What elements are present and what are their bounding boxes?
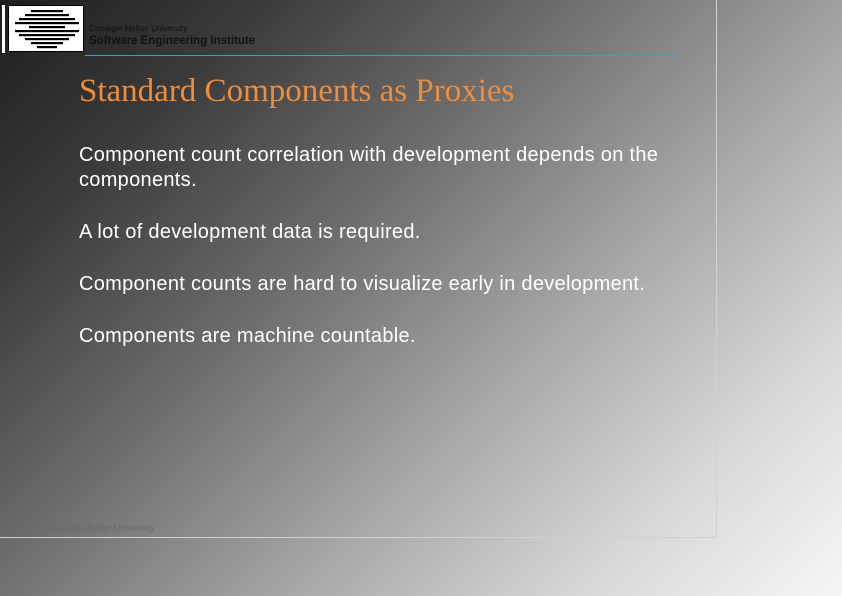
left-accent-bar [2, 5, 5, 53]
slide-title: Standard Components as Proxies [79, 73, 515, 109]
sei-logo [8, 5, 84, 52]
sei-logo-icon [9, 6, 84, 52]
bullet-list [79, 143, 679, 376]
bullet-item: Component counts are hard to visualize early in development. [79, 273, 646, 295]
university-name: Carnegie Mellon University [89, 24, 188, 33]
institute-name: Software Engineering Institute [89, 35, 256, 47]
bullet-item: Components are machine countable. [79, 325, 416, 347]
header-divider [85, 55, 682, 56]
bullet-item: Component count correlation with development depends on the components. [79, 144, 659, 191]
copyright-notice: © 1997 Carnegie Mellon University [8, 523, 155, 534]
bullet-item: A lot of development data is required. [79, 221, 421, 243]
